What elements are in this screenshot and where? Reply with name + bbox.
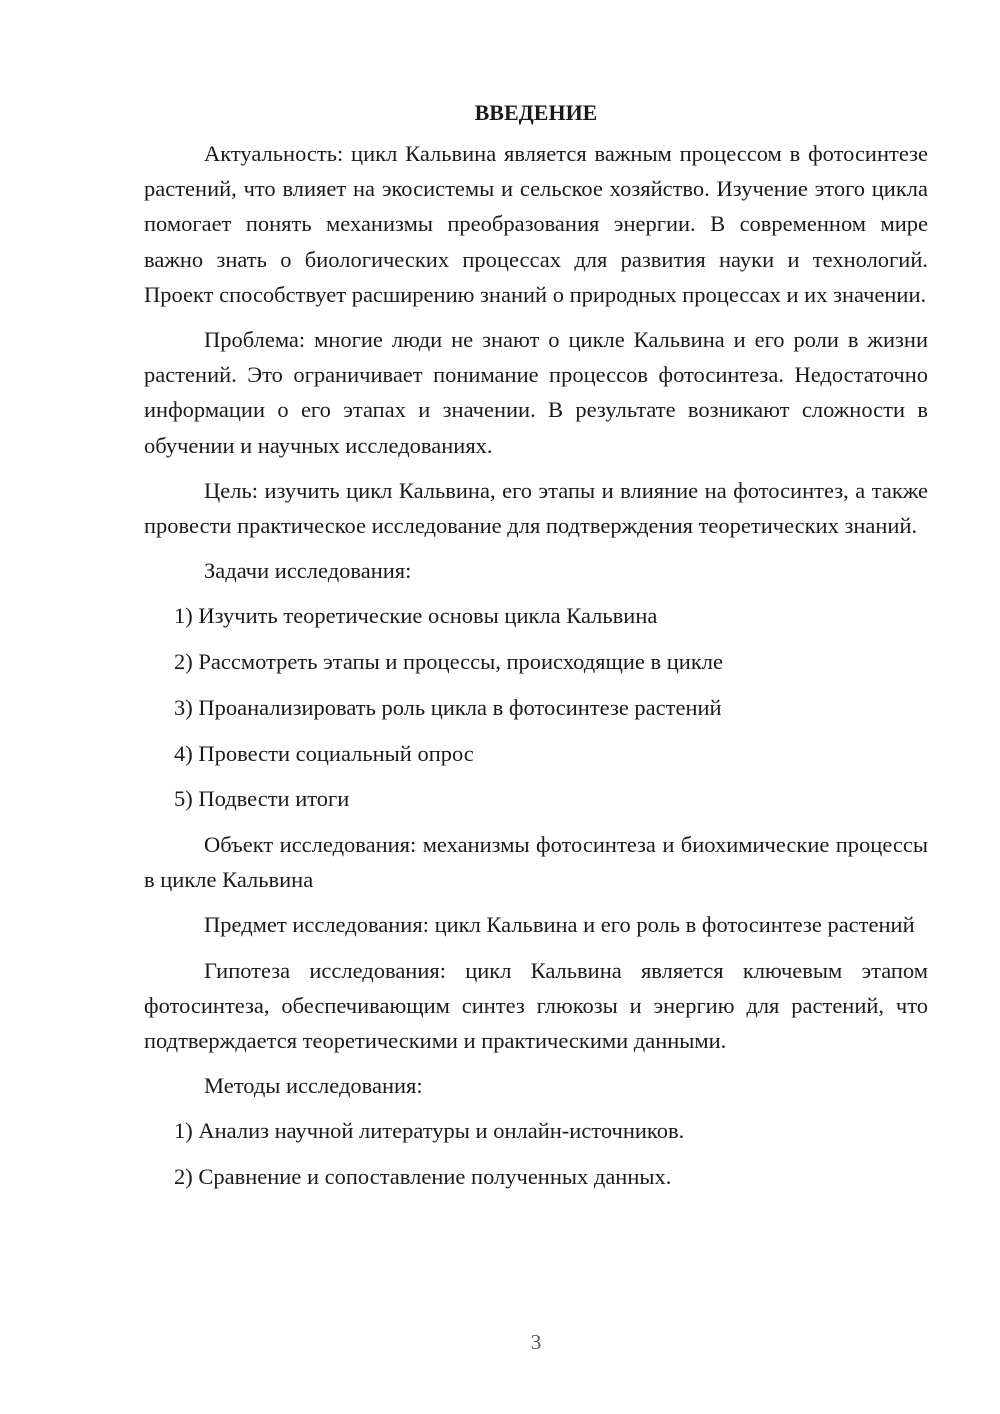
method-item: 1) Анализ научной литературы и онлайн-источников. — [174, 1118, 685, 1144]
methods-label: Методы исследования: — [204, 1073, 423, 1099]
problem-paragraph: Проблема: многие люди не знают о цикле Кальвина и его роли в жизни растений. Это ограничивает понимание процессов фотосинтеза. Недостаточно информации о его этапах и значении. В результате возникают сложности в обучении и научных исследованиях. — [144, 327, 928, 458]
task-item: 3) Проанализировать роль цикла в фотосинтезе растений — [174, 694, 722, 720]
hypothesis-paragraph: Гипотеза исследования: цикл Кальвина является ключевым этапом фотосинтеза, обеспечивающим синтез глюкозы и энергию для растений, что подтверждается теоретическими и практическими данными. — [144, 957, 928, 1053]
relevance-paragraph: Актуальность: цикл Кальвина является важным процессом в фотосинтезе растений, что влияет на экосистемы и сельское хозяйство. Изучение этого цикла помогает понять механизмы преобразования энергии. В современном мире важно знать о биологических процессах для развития науки и технологий. Проект способствует расширению знаний о природных процессах и их значении. — [144, 141, 928, 307]
goal-paragraph: Цель: изучить цикл Кальвина, его этапы и влияние на фотосинтез, а также провести практическое исследование для подтверждения теоретических знаний. — [144, 477, 928, 539]
tasks-label: Задачи исследования: — [204, 558, 412, 584]
object-paragraph: Объект исследования: механизмы фотосинтеза и биохимические процессы в цикле Кальвина — [144, 831, 928, 893]
section-heading: ВВЕДЕНИЕ — [474, 100, 598, 125]
page-number: 3 — [530, 1330, 542, 1354]
task-item: 2) Рассмотреть этапы и процессы, происходящие в цикле — [174, 649, 723, 675]
method-item: 2) Сравнение и сопоставление полученных данных. — [174, 1164, 672, 1190]
task-item: 1) Изучить теоретические основы цикла Кальвина — [174, 603, 658, 629]
task-item: 4) Провести социальный опрос — [174, 740, 474, 766]
page-content — [144, 96, 928, 1205]
subject-paragraph: Предмет исследования: цикл Кальвина и его роль в фотосинтезе растений — [204, 912, 915, 938]
task-item: 5) Подвести итоги — [174, 786, 350, 812]
